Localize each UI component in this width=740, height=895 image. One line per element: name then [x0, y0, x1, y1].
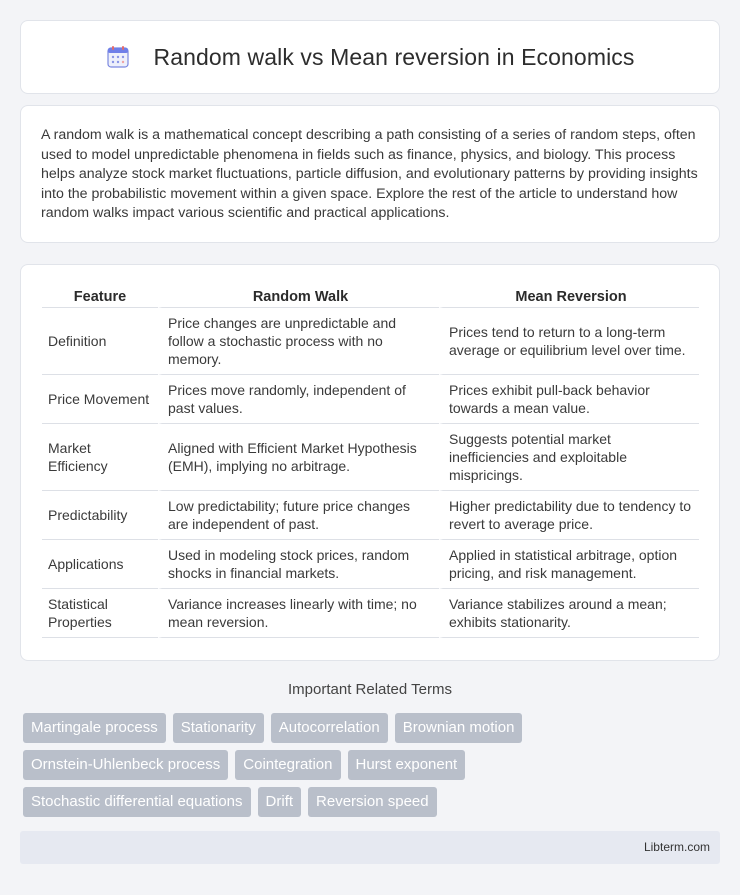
- mean-reversion-cell: Higher predictability due to tendency to revert to average price.: [439, 491, 699, 540]
- tag-hurst-exponent[interactable]: Hurst exponent: [348, 750, 466, 780]
- tag-autocorrelation[interactable]: Autocorrelation: [271, 713, 388, 743]
- tag-row: [23, 713, 723, 743]
- mean-reversion-cell: Variance stabilizes around a mean; exhibits stationarity.: [439, 589, 699, 638]
- comparison-table: [42, 285, 699, 638]
- table-row: [42, 491, 699, 540]
- random-walk-cell: Variance increases linearly with time; no mean reversion.: [158, 589, 439, 638]
- random-walk-cell: Prices move randomly, independent of past values.: [158, 375, 439, 424]
- table-row: [42, 375, 699, 424]
- related-terms-title: Important Related Terms: [288, 681, 452, 698]
- table-header-row: [42, 285, 699, 308]
- random-walk-cell: Low predictability; future price changes are independent of past.: [158, 491, 439, 540]
- feature-cell: Market Efficiency: [42, 424, 158, 491]
- intro-card: [20, 105, 720, 243]
- title-card: [20, 20, 720, 94]
- table-row: [42, 424, 699, 491]
- mean-reversion-cell: Applied in statistical arbitrage, option pricing, and risk management.: [439, 540, 699, 589]
- feature-cell: Statistical Properties: [42, 589, 158, 638]
- feature-cell: Predictability: [42, 491, 158, 540]
- comparison-card: [20, 264, 720, 661]
- mean-reversion-cell: Prices exhibit pull-back behavior towards a mean value.: [439, 375, 699, 424]
- tag-martingale-process[interactable]: Martingale process: [23, 713, 166, 743]
- header-mean-reversion: Mean Reversion: [439, 285, 699, 308]
- calendar-document-icon: [105, 44, 131, 70]
- related-terms-list: [23, 713, 723, 824]
- table-row: [42, 308, 699, 375]
- tag-stochastic-differential-equations[interactable]: Stochastic differential equations: [23, 787, 251, 817]
- table-row: [42, 589, 699, 638]
- header-random-walk: Random Walk: [158, 285, 439, 308]
- random-walk-cell: Price changes are unpredictable and follow a stochastic process with no memory.: [158, 308, 439, 375]
- tag-stationarity[interactable]: Stationarity: [173, 713, 264, 743]
- footer: [20, 831, 720, 864]
- page-title: Random walk vs Mean reversion in Economics: [153, 43, 635, 70]
- tag-ornstein-uhlenbeck-process[interactable]: Ornstein-Uhlenbeck process: [23, 750, 228, 780]
- intro-paragraph: A random walk is a mathematical concept describing a path consisting of a series of random steps, often used to model unpredictable phenomena in fields such as finance, physics, and biology. This process helps analyze stock market fluctuations, particle diffusion, and evolutionary patterns by providing insights into the probabilistic movement within a given space. Explore the rest of the article to understand how random walks impact various scientific and practical applications.: [41, 127, 698, 221]
- table-row: [42, 540, 699, 589]
- mean-reversion-cell: Suggests potential market inefficiencies and exploitable mispricings.: [439, 424, 699, 491]
- random-walk-cell: Used in modeling stock prices, random shocks in financial markets.: [158, 540, 439, 589]
- tag-row: [23, 787, 723, 817]
- mean-reversion-cell: Prices tend to return to a long-term average or equilibrium level over time.: [439, 308, 699, 375]
- tag-brownian-motion[interactable]: Brownian motion: [395, 713, 523, 743]
- tag-reversion-speed[interactable]: Reversion speed: [308, 787, 437, 817]
- random-walk-cell: Aligned with Efficient Market Hypothesis (EMH), implying no arbitrage.: [158, 424, 439, 491]
- feature-cell: Price Movement: [42, 375, 158, 424]
- feature-cell: Applications: [42, 540, 158, 589]
- feature-cell: Definition: [42, 308, 158, 375]
- tag-cointegration[interactable]: Cointegration: [235, 750, 340, 780]
- header-feature: Feature: [42, 285, 158, 308]
- footer-site-link[interactable]: Libterm.com: [643, 840, 710, 854]
- tag-row: [23, 750, 723, 780]
- tag-drift[interactable]: Drift: [258, 787, 302, 817]
